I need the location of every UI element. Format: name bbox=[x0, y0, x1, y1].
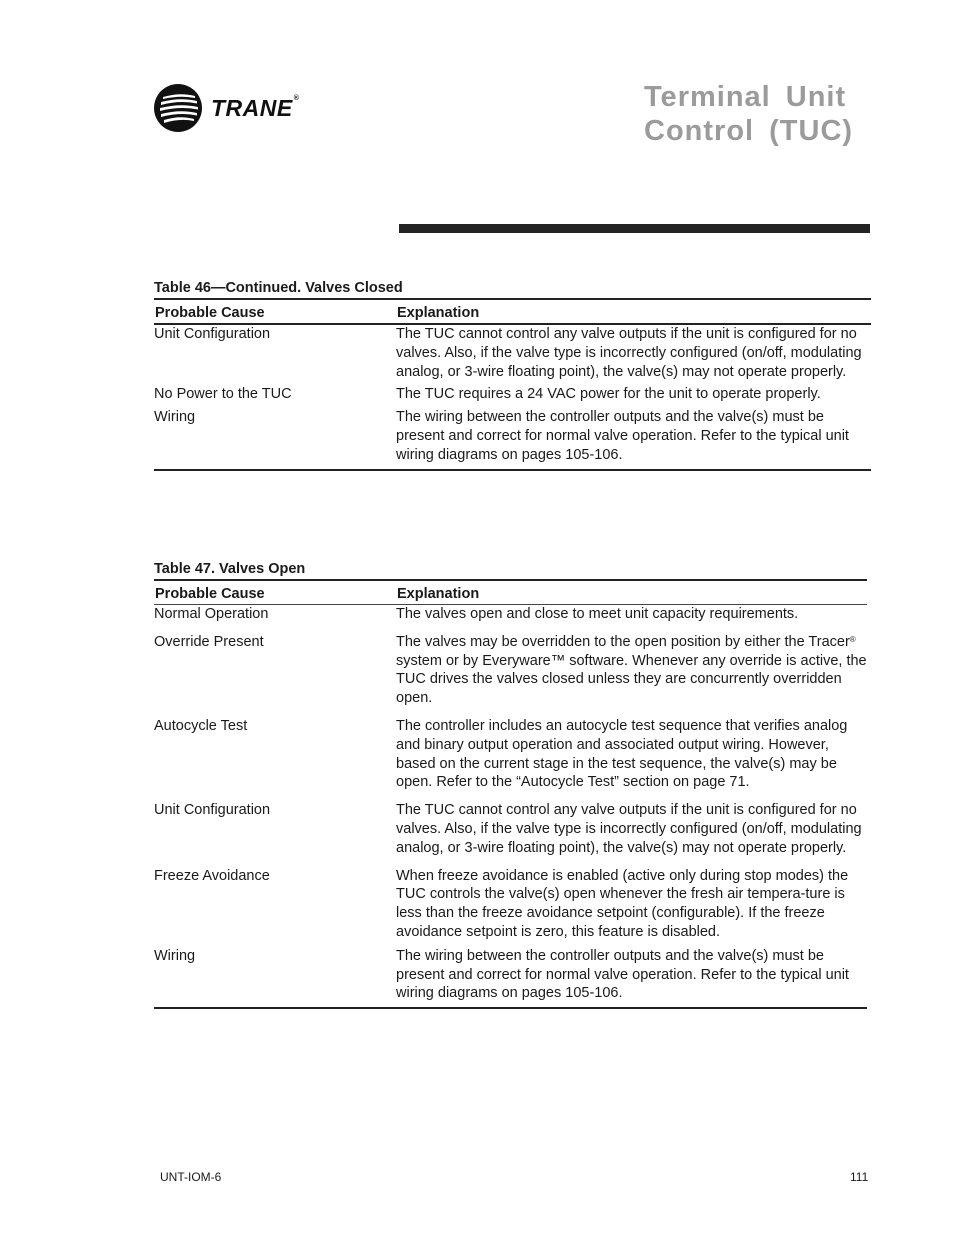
table-header-row bbox=[154, 581, 867, 604]
table-bottom-rule bbox=[154, 469, 871, 471]
column-header-explanation: Explanation bbox=[397, 586, 480, 602]
explanation-cell: The TUC cannot control any valve outputs if the unit is configured for no valves. Also, if the valve type is incorrectly configured (on/off, modulating analog, or 3-wire floating point), the valve(s) may not operate properly. bbox=[396, 802, 862, 856]
footer-page-number: 111 bbox=[850, 1170, 869, 1184]
explanation-cell: The wiring between the controller outputs and the valve(s) must be present and correct for normal valve operation. Refer to the typical unit wiring diagrams on pages 105-106. bbox=[396, 947, 849, 1002]
explanation-cell: The valves open and close to meet unit capacity requirements. bbox=[396, 606, 799, 622]
table-row bbox=[154, 325, 871, 381]
trane-wordmark: TRANE® bbox=[211, 94, 300, 121]
footer-doc-id: UNT-IOM-6 bbox=[160, 1170, 222, 1184]
table-row bbox=[154, 408, 871, 464]
cause-cell: Override Present bbox=[154, 633, 264, 650]
title-rule-bar bbox=[399, 224, 870, 233]
explanation-cell: The TUC requires a 24 VAC power for the unit to operate properly. bbox=[396, 386, 821, 403]
trane-logo-mark-icon bbox=[154, 84, 202, 132]
table-47 bbox=[154, 560, 867, 1009]
cause-cell: No Power to the TUC bbox=[154, 386, 292, 403]
table-bottom-rule bbox=[154, 1007, 867, 1009]
table-row bbox=[154, 605, 867, 624]
explanation-cell: When freeze avoidance is enabled (active only during stop modes) the TUC controls the valve(s) open whenever the fresh air tempera-ture is less than the freeze avoidance setpoint (configurable). If the freeze avoidance setpoint is zero, this feature is disabled. bbox=[396, 867, 849, 940]
cause-cell: Unit Configuration bbox=[154, 802, 271, 819]
cause-cell: Freeze Avoidance bbox=[154, 867, 270, 884]
explanation-cell: The controller includes an autocycle test sequence that verifies analog and binary output operation and associated output wiring. However, based on the current stage in the test sequence, the valve(s) may be open. Refer to the “Autocycle Test” section on page 71. bbox=[396, 717, 848, 791]
table-46 bbox=[154, 279, 871, 471]
table-header-row bbox=[154, 300, 871, 323]
document-title-line2: Control (TUC) bbox=[644, 115, 854, 147]
table-caption: Table 47. Valves Open bbox=[154, 561, 306, 577]
explanation-cell: The TUC cannot control any valve outputs if the unit is configured for no valves. Also, if the valve type is incorrectly configured (on/off, modulating analog, or 3-wire floating point), the valve(s) may not operate properly. bbox=[396, 326, 862, 380]
table-row bbox=[154, 801, 867, 857]
table-row bbox=[154, 385, 871, 404]
cause-cell: Autocycle Test bbox=[154, 717, 248, 734]
cause-cell: Wiring bbox=[154, 947, 196, 964]
column-header-explanation: Explanation bbox=[397, 305, 480, 321]
column-header-cause: Probable Cause bbox=[155, 586, 265, 602]
table-caption: Table 46—Continued. Valves Closed bbox=[154, 280, 403, 296]
cause-cell: Wiring bbox=[154, 409, 196, 426]
table-row bbox=[154, 867, 867, 942]
cause-cell: Normal Operation bbox=[154, 606, 269, 622]
table-row bbox=[154, 633, 867, 708]
document-title-line1: Terminal Unit bbox=[644, 81, 847, 113]
column-header-cause: Probable Cause bbox=[155, 305, 265, 321]
table-row bbox=[154, 947, 867, 1003]
document-title bbox=[644, 80, 904, 148]
explanation-cell: The wiring between the controller outputs and the valve(s) must be present and correct for normal valve operation. Refer to the typical unit wiring diagrams on pages 105-106. bbox=[396, 409, 849, 463]
table-row bbox=[154, 717, 867, 792]
cause-cell: Unit Configuration bbox=[154, 326, 271, 342]
trane-logo bbox=[154, 84, 299, 132]
explanation-cell: The valves may be overridden to the open position by either the Tracer® system or by Everyware™ software. Whenever any override is active, the TUC drives the valves closed unless they are concurrently overridden open. bbox=[396, 633, 867, 707]
